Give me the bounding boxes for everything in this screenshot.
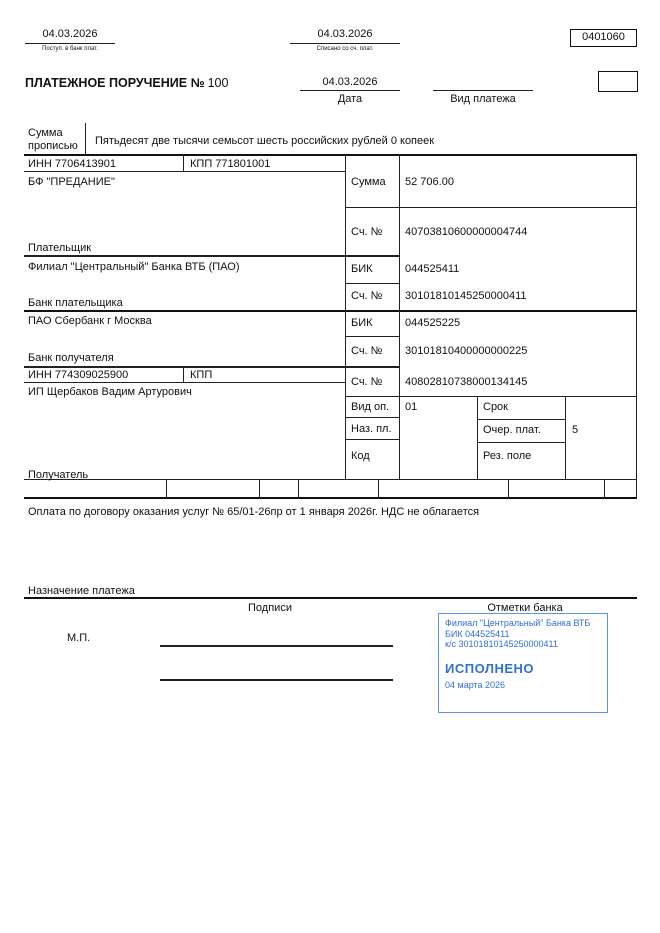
grid-line (477, 442, 565, 443)
grid-line (477, 419, 565, 420)
date-debited-underline (290, 43, 400, 44)
signature-line (160, 679, 393, 681)
stamp-date: 04 марта 2026 (445, 680, 506, 690)
payer-name: БФ "ПРЕДАНИЕ" (28, 176, 115, 188)
grid-line (24, 366, 399, 368)
payer-bank-caption: Банк плательщика (28, 297, 123, 309)
bank-stamp (438, 613, 608, 713)
payment-kind-caption: Вид платежа (450, 93, 516, 105)
payment-purpose-caption: Назначение платежа (28, 585, 135, 597)
field-label: Сч. № (351, 290, 383, 302)
purpose-code-label: Наз. пл. (351, 423, 392, 435)
payee-bank-bik: 044525225 (405, 317, 461, 329)
grid-line (183, 155, 184, 172)
payee-account: 40802810738000134145 (405, 376, 528, 388)
grid-line (24, 382, 345, 383)
document-date-underline (300, 90, 400, 91)
stamp-bank-name: Филиал "Центральный" Банка ВТБ (445, 618, 591, 628)
date-received-caption: Поступ. в банк плат. (42, 46, 98, 52)
payee-bank-name: ПАО Сбербанк г Москва (28, 315, 152, 327)
payee-bank-caption: Банк получателя (28, 352, 114, 364)
document-title (25, 76, 228, 90)
payee-caption: Получатель (28, 469, 89, 481)
grid-line (345, 396, 637, 397)
tax-strip-divider (508, 480, 509, 497)
payer-inn: ИНН 7706413901 (28, 158, 117, 170)
grid-line (345, 207, 637, 208)
signature-line (160, 645, 393, 647)
date-received-underline (25, 43, 115, 44)
amount-in-words: Пятьдесят две тысячи семьсот шесть российских рублей 0 копеек (95, 135, 435, 147)
grid-line (24, 154, 637, 156)
op-kind-label: Вид оп. (351, 401, 390, 413)
payer-bank-bik: 044525411 (405, 263, 460, 275)
payer-kpp: КПП 771801001 (190, 158, 271, 170)
date-caption: Дата (337, 93, 363, 105)
payer-bank-corr-account: 30101810145250000411 (405, 290, 527, 302)
signatures-label: Подписи (248, 602, 292, 614)
grid-line (399, 155, 400, 480)
title-text: ПЛАТЕЖНОЕ ПОРУЧЕНИЕ № (25, 76, 205, 90)
grid-line (477, 397, 478, 480)
grid-line (345, 283, 399, 284)
grid-line (24, 255, 399, 257)
grid-line (24, 310, 637, 312)
field-label: Сч. № (351, 345, 383, 357)
op-kind-value: 01 (405, 401, 418, 413)
stamp-bik: БИК 044525411 (445, 628, 510, 639)
document-date: 04.03.2026 (322, 76, 378, 88)
payee-name: ИП Щербаков Вадим Артурович (28, 386, 192, 398)
reserve-field-label: Рез. поле (483, 450, 532, 462)
code-label: Код (351, 450, 370, 462)
payment-purpose-text: Оплата по договору оказания услуг № 65/01-26пр от 1 января 2026г. НДС не облагается (28, 506, 480, 518)
payer-bank-name: Филиал "Центральный" Банка ВТБ (ПАО) (28, 261, 240, 273)
stamp-status: ИСПОЛНЕНО (445, 660, 535, 676)
date-debited-caption: Списано со сч. плат. (316, 46, 374, 52)
amount-in-words-label: Сумма прописью (28, 127, 78, 152)
grid-line (24, 497, 637, 499)
bank-marks-label: Отметки банка (487, 602, 563, 614)
tax-strip-divider (298, 480, 299, 497)
tax-strip-divider (604, 480, 605, 497)
field-label: БИК (351, 263, 373, 275)
grid-line (345, 417, 399, 418)
tax-strip-divider (378, 480, 379, 497)
form-code-box: 0401060 (570, 29, 637, 47)
payer-account: 40703810600000004744 (405, 226, 528, 238)
field-label: Сумма (351, 176, 386, 188)
tax-strip-divider (166, 480, 167, 497)
priority-label: Очер. плат. (483, 424, 541, 436)
grid-line (24, 171, 345, 172)
grid-line (24, 597, 637, 599)
grid-line (345, 439, 399, 440)
stamp-place-label: М.П. (67, 632, 91, 644)
tax-strip-divider (259, 480, 260, 497)
payee-bank-corr-account: 30101810400000000225 (405, 345, 528, 357)
field-label: БИК (351, 317, 373, 329)
field-label: Сч. № (351, 376, 383, 388)
grid-line (345, 336, 399, 337)
grid-line (24, 479, 637, 480)
status-box-empty (598, 71, 638, 92)
grid-line (345, 155, 346, 480)
grid-line (636, 155, 637, 498)
payment-kind-line (433, 90, 533, 91)
payee-kpp: КПП (190, 369, 213, 381)
priority-value: 5 (572, 424, 579, 436)
amount-value: 52 706.00 (405, 176, 454, 188)
payer-caption: Плательщик (28, 242, 92, 254)
field-label: Сч. № (351, 226, 383, 238)
grid-line (565, 397, 566, 480)
stamp-corr-account: к/с 30101810145250000411 (445, 639, 558, 649)
grid-line (183, 367, 184, 383)
document-number: 100 (207, 76, 229, 90)
amount-words-divider (85, 123, 86, 155)
date-received: 04.03.2026 (42, 28, 98, 40)
payee-inn: ИНН 774309025900 (28, 369, 129, 381)
term-label: Срок (483, 401, 508, 413)
date-debited: 04.03.2026 (317, 28, 373, 40)
